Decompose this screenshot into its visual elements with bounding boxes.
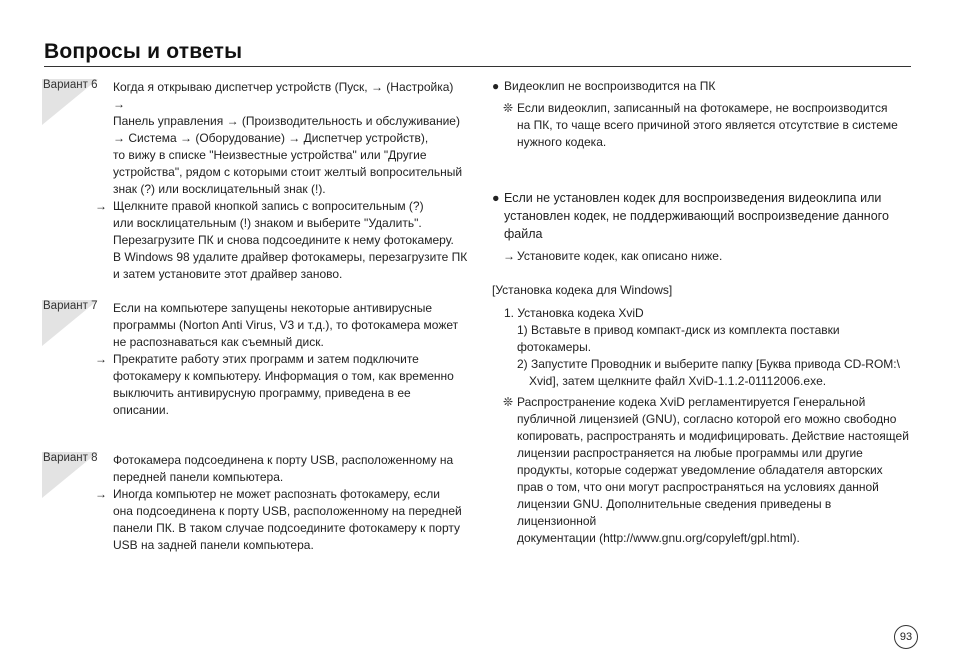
variant-text	[95, 452, 468, 554]
question-line: передней панели компьютера.	[113, 470, 284, 484]
question-line: → Система → (Оборудование) → Диспетчер устройств),	[113, 131, 429, 145]
answer	[95, 351, 468, 419]
title-divider	[44, 66, 911, 67]
license-line: лицензии GNU. Дополнительные сведения приведены в лицензионной	[517, 497, 832, 528]
question-line: Фотокамера подсоединена к порту USB, расположенному на	[113, 453, 454, 467]
note-line: Если видеоклип, записанный на фотокамере, не воспроизводится	[517, 101, 888, 115]
bullet-heading	[492, 78, 912, 95]
license-line: Распространение кодека XviD регламентируется Генеральной	[517, 395, 866, 409]
question-line: Если на компьютере запущены некоторые антивирусные	[113, 301, 433, 315]
arrow-right-icon: →	[95, 199, 107, 213]
question-line: знак (?) или восклицательный знак (!).	[113, 182, 326, 196]
license-line: публичной лицензией (GNU), согласно которой его можно свободно	[517, 412, 897, 426]
answer-line: фотокамеру к компьютеру. Информация о том, как временно	[113, 369, 454, 383]
heading-line: файла	[504, 227, 543, 241]
variant-label: Вариант 8	[43, 452, 98, 464]
action-note	[492, 248, 912, 265]
note-icon: ❊	[503, 395, 514, 409]
bullet-heading	[492, 189, 912, 243]
note-line: нужного кодека.	[517, 135, 607, 149]
answer-line: описании.	[113, 403, 169, 417]
license-line: лицензии распространяется на любые программы или другие	[517, 446, 863, 460]
heading-line: Если не установлен кодек для воспроизведения видеоклипа или	[504, 191, 882, 205]
heading-line: установлен кодек, не поддерживающий воспроизведение данного	[504, 209, 889, 223]
license-line: продукты, которые содержат уведомление обладателя авторских	[517, 463, 883, 477]
answer-line: Прекратите работу этих программ и затем подключите	[113, 352, 419, 366]
arrow-right-icon: →	[95, 352, 107, 366]
codec-install-section	[492, 282, 912, 547]
note-line: на ПК, то чаще всего причиной этого является отсутствие в системе	[517, 118, 898, 132]
question-line: программы (Norton Anti Virus, V3 и т.д.), то фотокамера может	[113, 318, 459, 332]
video-not-playing-section	[492, 78, 912, 151]
variant-text	[95, 79, 468, 283]
answer-line: В Windows 98 удалите драйвер фотокамеры, перезагрузите ПК	[113, 250, 468, 264]
variant-label: Вариант 7	[43, 300, 98, 312]
answer-line: она подсоединена к порту USB, расположенному на передней	[113, 504, 462, 518]
step-1-1: 1) Вставьте в привод компакт-диск из комплекта поставки фотокамеры.	[517, 323, 840, 354]
step-1-2-cont: Xvid], затем щелкните файл XviD-1.1.2-01112006.exe.	[529, 374, 827, 388]
codec-missing-section	[492, 189, 912, 265]
license-note	[492, 394, 912, 547]
bullet-icon: ●	[492, 79, 500, 93]
answer-line: панели ПК. В таком случае подсоедините фотокамеру к порту	[113, 521, 460, 535]
heading-text: Видеоклип не воспроизводится на ПК	[504, 79, 716, 93]
page-title: Вопросы и ответы	[44, 40, 243, 63]
answer-line: Иногда компьютер не может распознать фотокамеру, если	[113, 487, 440, 501]
answer-line: Перезагрузите ПК и снова подсоедините к нему фотокамеру.	[113, 233, 454, 247]
question-line: то вижу в списке "Неизвестные устройства" или "Другие	[113, 148, 427, 162]
license-line: копировать, распространять и модифицировать. Действие настоящей	[517, 429, 909, 443]
question-line: Когда я открываю диспетчер устройств (Пуск, → (Настройка) →	[113, 80, 454, 111]
answer-line: или восклицательным (!) знаком и выберите "Удалить".	[113, 216, 422, 230]
note	[492, 100, 912, 151]
bullet-icon: ●	[492, 191, 500, 205]
variant-text	[95, 300, 468, 419]
answer	[95, 198, 468, 283]
arrow-right-icon: →	[503, 249, 515, 263]
page-number: 93	[894, 625, 918, 649]
question-line: не распознаваться как съемный диск.	[113, 335, 324, 349]
question-line: устройства", рядом с которыми стоит желтый вопросительный	[113, 165, 463, 179]
answer-line: и затем установите этот драйвер заново.	[113, 267, 343, 281]
question-line: Панель управления → (Производительность и обслуживание)	[113, 114, 460, 128]
note-icon: ❊	[503, 101, 514, 115]
action-text: Установите кодек, как описано ниже.	[517, 249, 723, 263]
section-title: [Установка кодека для Windows]	[492, 283, 673, 297]
answer-line: выключить антивирусную программу, приведена в ее	[113, 386, 411, 400]
step-1: 1. Установка кодека XviD	[504, 306, 644, 320]
license-line: прав о том, что они могут распространяться на условиях данной	[517, 480, 879, 494]
answer-line: Щелкните правой кнопкой запись с вопросительным (?)	[113, 199, 424, 213]
answer-line: USB на задней панели компьютера.	[113, 538, 314, 552]
arrow-right-icon: →	[95, 487, 107, 501]
step-1-2: 2) Запустите Проводник и выберите папку [Буква привода CD-ROM:\	[517, 357, 900, 371]
license-line: документации (http://www.gnu.org/copyleft/gpl.html).	[517, 531, 800, 545]
answer	[95, 486, 468, 554]
variant-label: Вариант 6	[43, 79, 98, 91]
